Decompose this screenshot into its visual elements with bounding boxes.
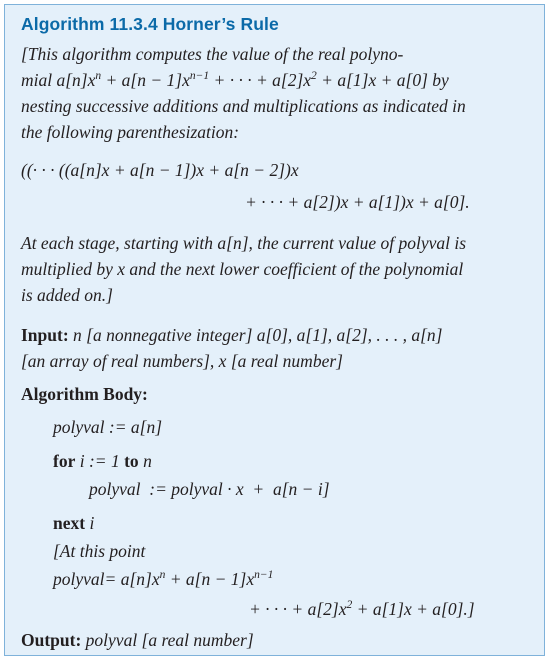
code-update: polyval := polyval · x + a[n − i] [89, 479, 330, 499]
output-line [21, 632, 254, 650]
stage-line-3: is added on.] [21, 285, 113, 305]
intro-line-2-a: mial a[n]x [21, 70, 96, 90]
comment-line-2-b: + a[n − 1]x [165, 569, 255, 589]
intro-line-2-d: + a[1]x + a[0] by [316, 70, 449, 90]
intro-line-4: the following parenthesization: [21, 122, 240, 142]
intro-line-2-sup2: n−1 [189, 70, 210, 82]
comment-line-3 [249, 601, 475, 619]
intro-line-1: [This algorithm computes the value of the real polyno- [21, 44, 404, 64]
formula-line-1: ((· · · ((a[n]x + a[n − 1])x + a[n − 2])x [21, 160, 299, 180]
comment-line-2-sup1: n [159, 569, 166, 581]
to-keyword: to [124, 451, 139, 471]
input-line-2: [an array of real numbers], x [a real number] [21, 351, 343, 371]
intro-line-2-b: + a[n − 1]x [101, 70, 190, 90]
code-for [53, 453, 152, 471]
code-next [53, 515, 94, 533]
code-assign: polyval := a[n] [53, 417, 163, 437]
for-keyword: for [53, 451, 76, 471]
algorithm-body-label: Algorithm Body: [21, 384, 148, 404]
comment-line-3-sup: 2 [346, 599, 353, 611]
formula-line-2: + · · · + a[2])x + a[1])x + a[0]. [245, 192, 470, 212]
intro-line-2-sup1: n [95, 70, 102, 82]
for-mid: i := 1 [75, 451, 125, 471]
intro-line-2-c: + · · · + a[2]x [209, 70, 312, 90]
algorithm-title: Algorithm 11.3.4 Horner’s Rule [21, 14, 279, 34]
comment-line-2 [53, 571, 273, 589]
next-var: i [85, 513, 95, 533]
algorithm-box [4, 4, 545, 656]
input-label: Input: [21, 325, 69, 345]
intro-line-2 [21, 72, 449, 90]
input-text-1: n [a nonnegative integer] a[0], a[1], a[2], . . . , a[n] [73, 325, 443, 345]
stage-line-2: multiplied by x and the next lower coefficient of the polynomial [21, 259, 464, 279]
intro-line-3: nesting successive additions and multiplications as indicated in [21, 96, 466, 116]
output-label: Output: [21, 630, 82, 650]
comment-line-3-a: + · · · + a[2]x [249, 599, 347, 619]
next-keyword: next [53, 513, 86, 533]
comment-line-2-a: polyval= a[n]x [53, 569, 160, 589]
stage-line-1: At each stage, starting with a[n], the current value of polyval is [21, 233, 467, 253]
output-text: polyval [a real number] [85, 630, 254, 650]
input-line-1 [21, 327, 443, 345]
comment-line-3-b: + a[1]x + a[0].] [352, 599, 475, 619]
intro-line-2-sup3: 2 [311, 70, 317, 82]
comment-line-1: [At this point [53, 541, 146, 561]
comment-line-2-sup2: n−1 [254, 569, 274, 581]
for-end: n [138, 451, 152, 471]
